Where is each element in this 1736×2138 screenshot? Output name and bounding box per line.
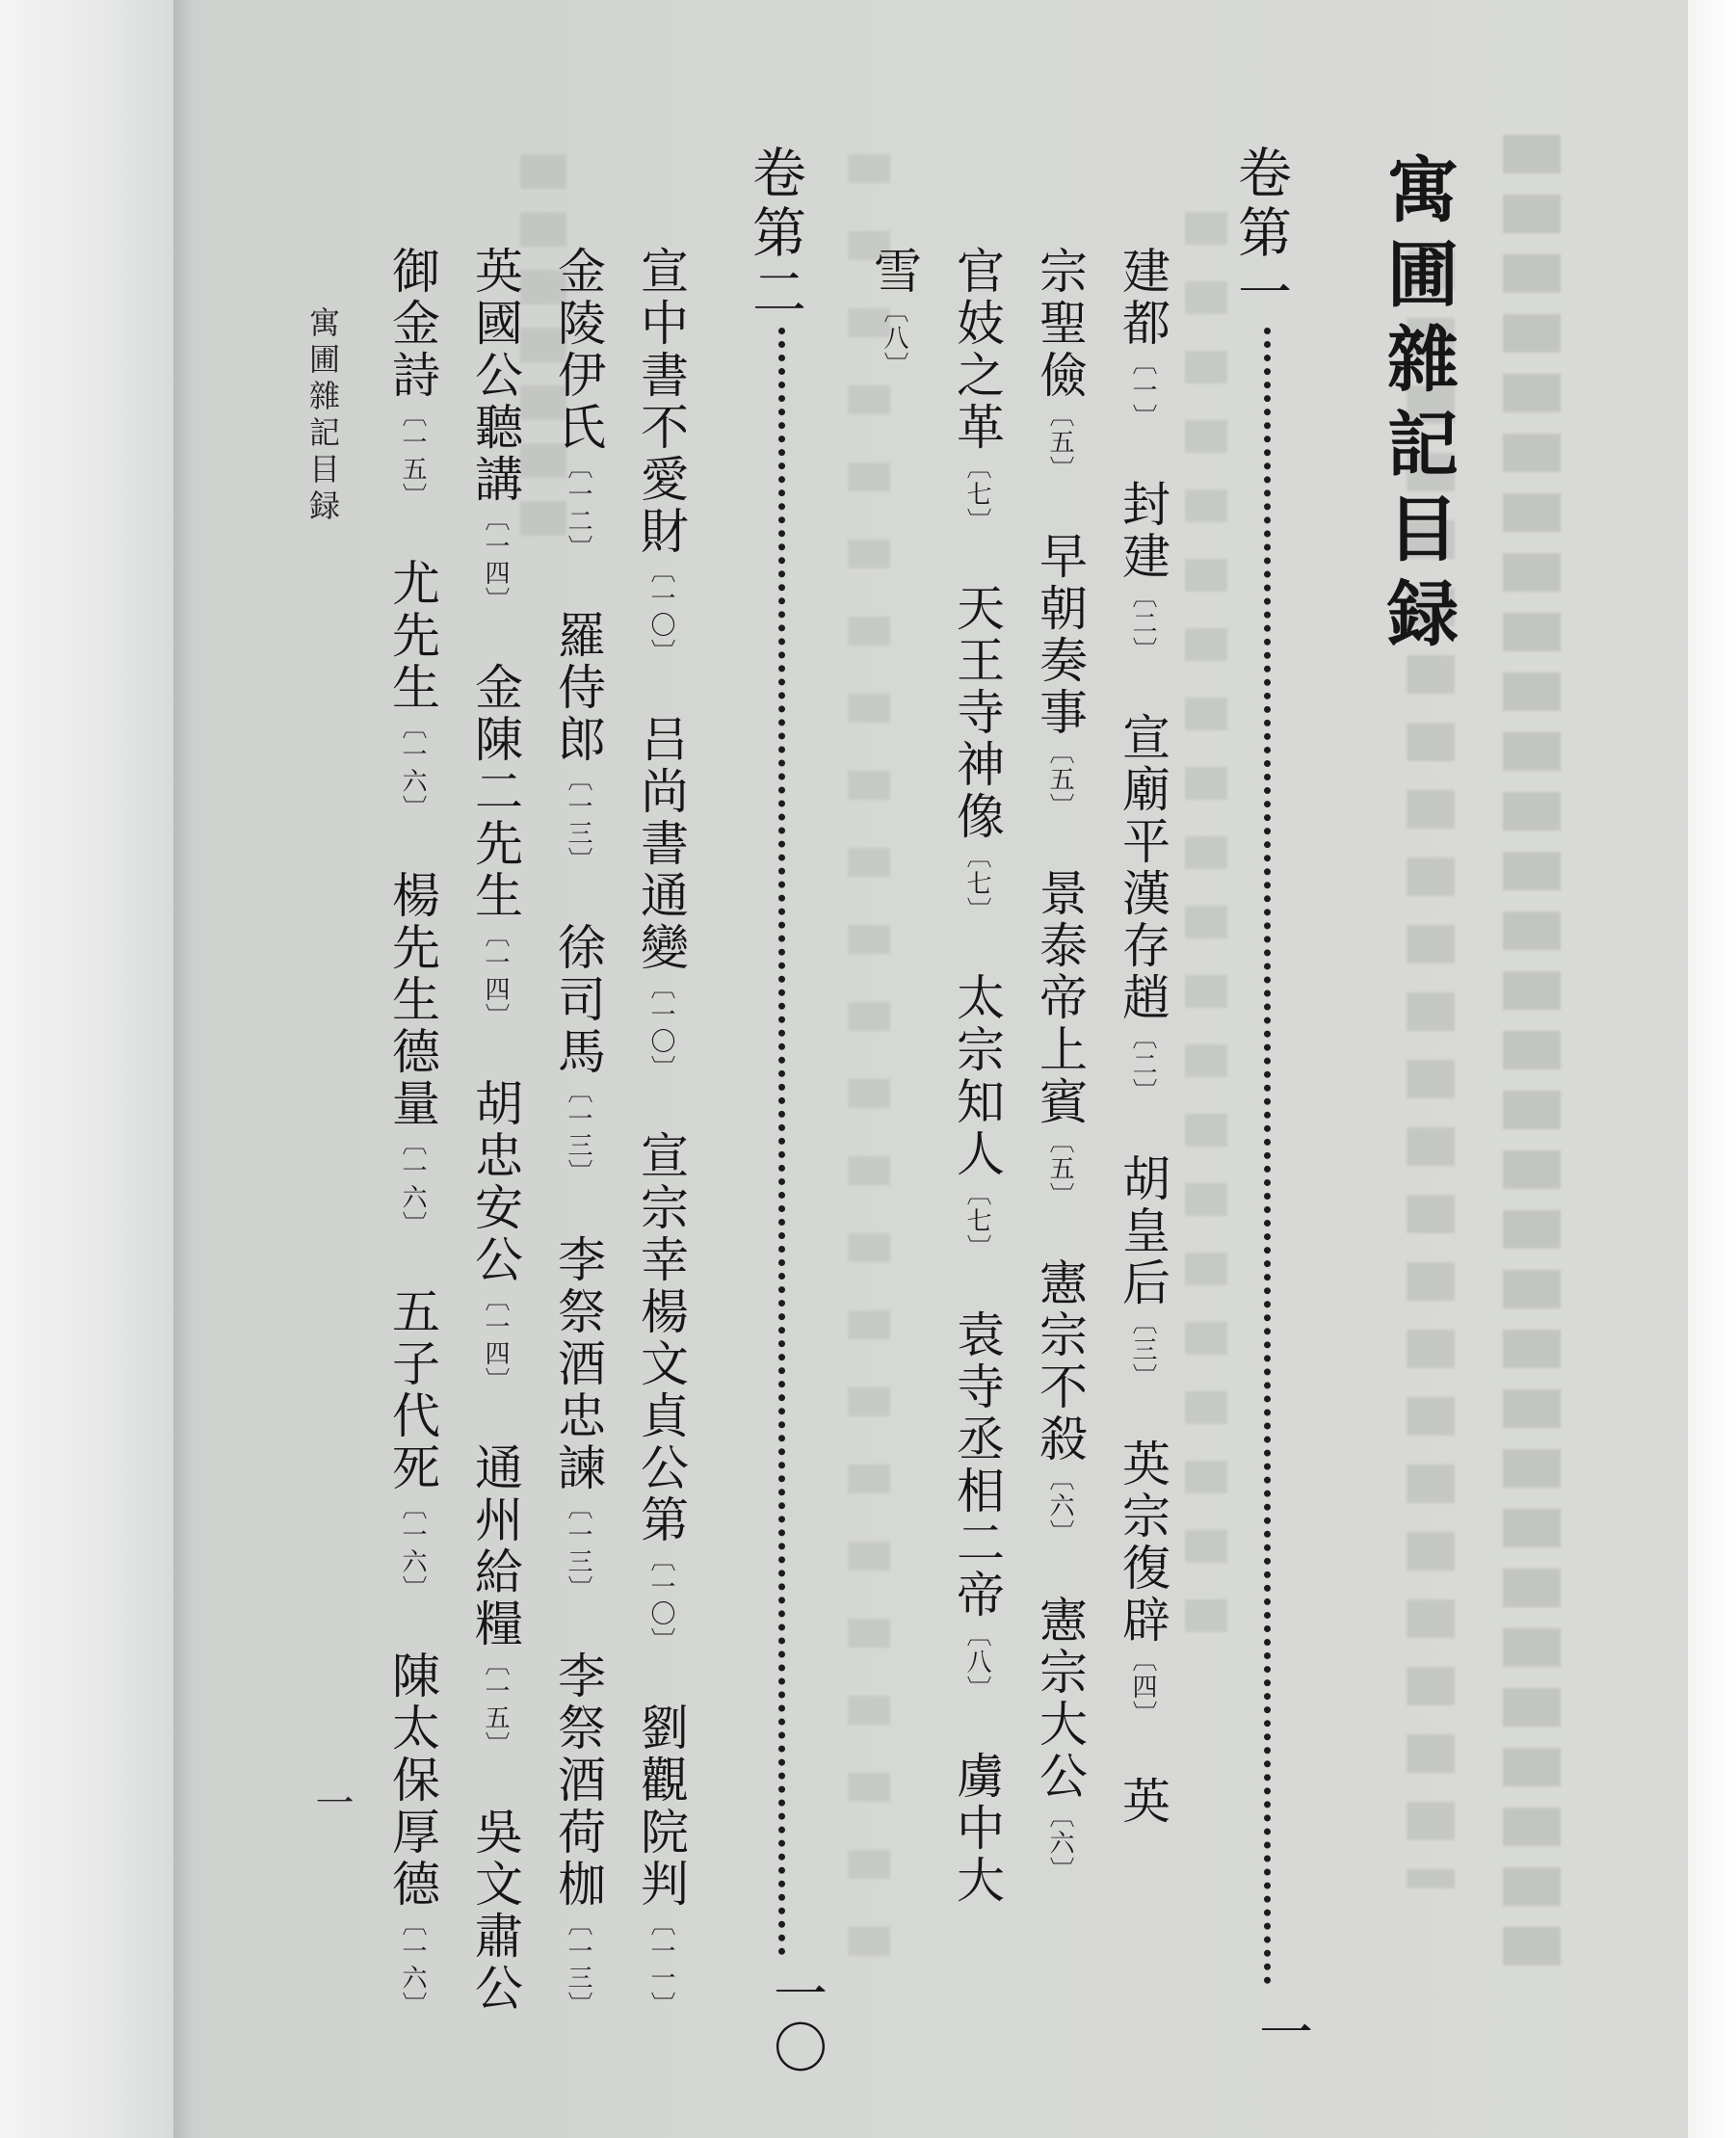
toc-entry[interactable]: 封建〔二〕 <box>1115 478 1170 664</box>
toc-column <box>1108 246 1177 1828</box>
toc-entry[interactable]: 胡皇后〔三〕 <box>1115 1152 1170 1390</box>
show-through-shadow <box>1503 135 1561 1966</box>
toc-column <box>859 246 929 379</box>
toc-entry[interactable]: 尤先生〔一六〕 <box>384 557 440 822</box>
toc-entry[interactable]: 劉觀院判〔一一〕 <box>633 1702 689 2019</box>
folio-number: 一 <box>309 1782 354 1821</box>
toc-entry[interactable]: 徐司馬〔一三〕 <box>550 921 606 1186</box>
toc-entry[interactable]: 景泰帝上賓〔五〕 <box>1032 867 1088 1209</box>
toc-entry[interactable]: 陳太保厚德〔一六〕 <box>384 1650 440 2019</box>
dot-leader <box>1264 328 1271 1985</box>
toc-entry[interactable]: 通州給糧〔一五〕 <box>467 1441 523 1758</box>
background-strip <box>0 0 173 2138</box>
toc-entry[interactable]: 金陳二先生〔一四〕 <box>467 661 523 1030</box>
page-gutter-shadow <box>173 0 195 2138</box>
toc-entry[interactable]: 吕尚書通變〔一〇〕 <box>633 713 689 1082</box>
section-heading: 卷第一 <box>1229 145 1292 324</box>
toc-entry[interactable]: 袁寺丞相二帝〔八〕 <box>949 1308 1005 1702</box>
toc-entry[interactable]: 建都〔一〕 <box>1115 246 1170 431</box>
toc-column <box>942 246 1012 1907</box>
toc-column <box>1025 246 1094 1884</box>
page-edge <box>1688 0 1736 2138</box>
toc-entry[interactable]: 英國公聽講〔一四〕 <box>467 246 523 614</box>
toc-column <box>460 246 530 2015</box>
toc-column <box>543 246 613 2019</box>
toc-entry[interactable]: 虜中大 <box>949 1750 1005 1907</box>
show-through-shadow <box>848 154 890 1985</box>
toc-entry[interactable]: 憲宗大公〔六〕 <box>1032 1594 1088 1884</box>
toc-entry[interactable]: 天王寺神像〔七〕 <box>949 582 1005 924</box>
toc-entry[interactable]: 宣廟平漢存趙〔二〕 <box>1115 711 1170 1105</box>
toc-entry[interactable]: 官妓之革〔七〕 <box>949 246 1005 535</box>
toc-column <box>626 246 696 2019</box>
toc-entry[interactable]: 楊先生德量〔一六〕 <box>384 869 440 1238</box>
page-title: 寓圃雜記目録 <box>1376 152 1459 661</box>
toc-column <box>378 246 447 2019</box>
toc-entry[interactable]: 太宗知人〔七〕 <box>949 971 1005 1261</box>
running-head: 寓圃雜記目録 <box>304 306 341 526</box>
toc-entry[interactable]: 宗聖儉〔五〕 <box>1032 246 1088 483</box>
section-heading: 卷第二 <box>744 145 806 324</box>
show-through-shadow <box>1185 212 1227 1657</box>
toc-entry[interactable]: 金陵伊氏〔一二〕 <box>550 246 606 562</box>
toc-entry[interactable]: 李祭酒荷枷〔一三〕 <box>550 1650 606 2019</box>
toc-entry[interactable]: 雪〔八〕 <box>866 246 922 379</box>
toc-entry[interactable]: 李祭酒忠諫〔一三〕 <box>550 1233 606 1602</box>
toc-entry[interactable]: 宣中書不愛財〔一〇〕 <box>633 246 689 666</box>
dot-leader <box>778 328 785 1956</box>
toc-entry[interactable]: 羅侍郎〔一三〕 <box>550 609 606 874</box>
toc-entry[interactable]: 英 <box>1115 1775 1170 1828</box>
toc-entry[interactable]: 吳文肅公 <box>467 1806 523 2015</box>
toc-entry[interactable]: 憲宗不殺〔六〕 <box>1032 1256 1088 1546</box>
toc-entry[interactable]: 宣宗幸楊文貞公第〔一〇〕 <box>633 1129 689 1654</box>
toc-entry[interactable]: 御金詩〔一五〕 <box>384 246 440 510</box>
toc-entry[interactable]: 五子代死〔一六〕 <box>384 1285 440 1602</box>
toc-entry[interactable]: 胡忠安公〔一四〕 <box>467 1077 523 1394</box>
page-number: 一〇 <box>765 1966 828 2073</box>
toc-entry[interactable]: 早朝奏事〔五〕 <box>1032 530 1088 820</box>
toc-entry[interactable]: 英宗復辟〔四〕 <box>1115 1438 1170 1728</box>
page-number: 一 <box>1250 2004 1313 2058</box>
